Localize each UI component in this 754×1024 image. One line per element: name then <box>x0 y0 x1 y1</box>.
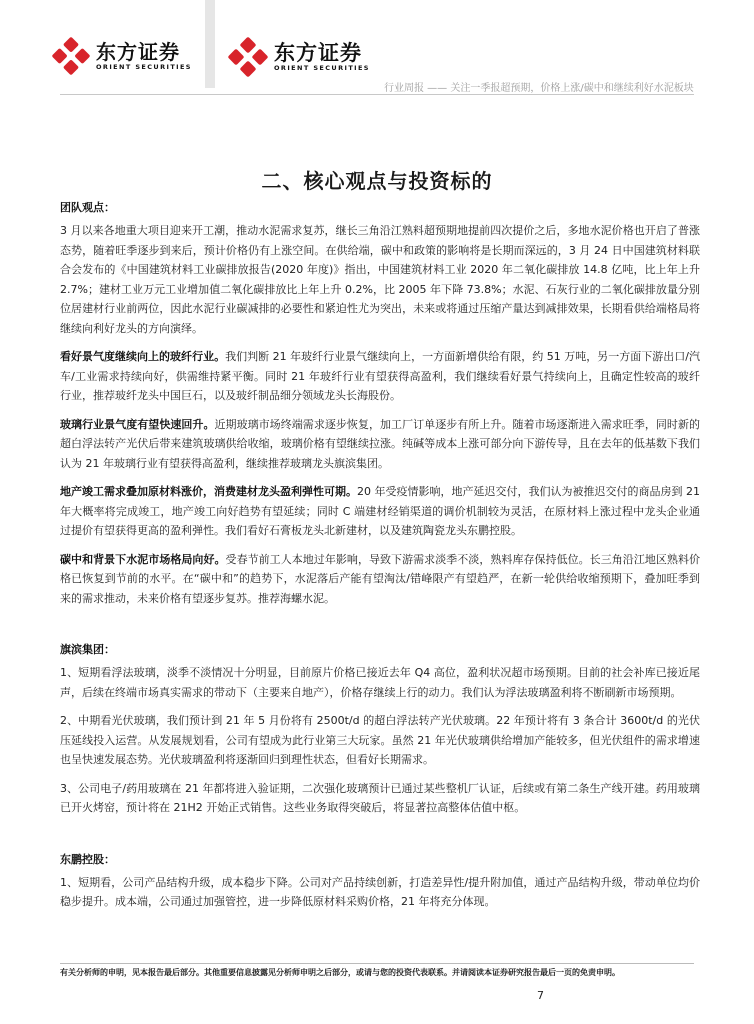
page-number: 7 <box>537 989 544 1002</box>
orient-securities-logo-icon <box>52 37 90 75</box>
section-title: 二、核心观点与投资标的 <box>261 169 493 193</box>
footer-disclaimer: 有关分析师的申明，见本报告最后部分。其他重要信息披露见分析师申明之后部分，或请与您的投资代表联系。并请阅读本证券研究报告最后一页的免责申明。 <box>60 968 620 977</box>
glass-fiber-paragraph <box>60 347 700 406</box>
logo-english-name: ORIENT SECURITIES <box>96 62 192 71</box>
paragraph-body: 我们判断 21 年玻纤行业景气继续向上，一方面新增供给有限，约 51 万吨，另一方面下游出口/汽车/工业需求持续向好，供需维持紧平衡。同时 21 年玻纤行业有望获得高盈利，我们继续看好景气持续向上，且确定性较高的玻纤行业，推荐玻纤龙头中国巨石，以及玻纤制品细分领域龙头长海股份。 <box>60 350 701 402</box>
main-content <box>60 199 700 921</box>
header-accent-bar <box>205 0 215 88</box>
dongpeng-heading: 东鹏控股： <box>60 852 115 866</box>
logo-chinese-name: 东方证券 <box>96 39 180 64</box>
qibin-point-2: 2、中期看光伏玻璃，我们预计到 21 年 5 月份将有 2500t/d 的超白浮法转产光伏玻璃。22 年预计将有 3 条合计 3600t/d 的光伏压延线投入运营。从发展规划看，公司有望成为此行业第三大玩家。虽然 21 年光伏玻璃供给增加产能较多，但光伏组件的需求增速也呈快速发展态势。光伏玻璃盈利将逐渐回归到理性状态，但看好长期需求。 <box>60 714 700 766</box>
paragraph-lead: 看好景气度继续向上的玻纤行业。 <box>60 350 226 363</box>
footer-divider <box>60 963 694 964</box>
team-view-paragraph: 3 月以来各地重大项目迎来开工潮，推动水泥需求复苏，继长三角沿江熟料超预期地提前四次提价之后，多地水泥价格也开启了普涨态势，随着旺季逐步到来后，预计价格仍有上涨空间。在供给端，碳中和政策的影响将是长期而深远的，3 月 24 日中国建筑材料联合会发布的《中国建筑材料工业碳排放报告(2020 年度)》指出，中国建筑材料工业 2020 年二氧化碳排放 14.8 亿吨，比上年上升 2.7%；建材工业万元工业增加值二氧化碳排放比上年上升 0.2%，比 2005 年下降 73.8%；水泥、石灰行业的二氧化碳排放量分别位居建材行业前两位，因此水泥行业碳减排的必要性和紧迫性尤为突出，未来或将通过压缩产量达到减排效果，长期看供给端格局将继续向利好龙头的方向演绎。 <box>60 224 700 335</box>
cement-paragraph <box>60 550 700 609</box>
paragraph-lead: 碳中和背景下水泥市场格局向好。 <box>60 552 226 566</box>
building-materials-paragraph <box>60 482 700 541</box>
logo-english-name: ORIENT SECURITIES <box>274 63 370 72</box>
paragraph-body: 20 年受疫情影响，地产延迟交付，我们认为被推迟交付的商品房到 21 年大概率将完成竣工，地产竣工向好趋势有望延续；同时 C 端建材经销渠道的调价机制较为灵活，在原材料上涨过程中龙头企业通过提价有望获得更高的盈利弹性。我们看好石膏板龙头北新建材，以及建筑陶瓷龙头东鹏控股。 <box>60 485 700 537</box>
paragraph-body: 近期玻璃市场终端需求逐步恢复，加工厂订单逐步有所上升。随着市场逐渐进入需求旺季，同时新的超白浮法转产光伏后带来建筑玻璃供给收缩，玻璃价格有望继续拉涨。纯碱等成本上涨可部分向下游传导，且在去年的低基数下我们认为 21 年玻璃行业有望获得高盈利，继续推荐玻璃龙头旗滨集团。 <box>60 417 701 470</box>
report-running-title: 行业周报 —— 关注一季报超预期，价格上涨/碳中和继续利好水泥板块 <box>384 83 694 94</box>
orient-securities-logo-icon <box>228 37 268 77</box>
qibin-heading: 旗滨集团： <box>60 643 115 656</box>
team-view-heading: 团队观点： <box>60 201 115 214</box>
logo-orient-securities <box>52 37 192 75</box>
logo-chinese-name: 东方证券 <box>274 40 362 65</box>
paragraph-lead: 玻璃行业景气度有望快速回升。 <box>60 417 215 431</box>
page-header <box>0 0 754 105</box>
glass-paragraph <box>60 415 700 474</box>
qibin-point-1: 1、短期看浮法玻璃，淡季不淡情况十分明显，目前原片价格已接近去年 Q4 高位，盈利状况超市场预期。目前的社会补库已接近尾声，后续在终端市场真实需求的带动下（主要来自地产），价格存继续上行的动力。我们认为浮法玻璃盈利将不断刷新市场预期。 <box>60 666 700 699</box>
logo-orient-securities-secondary <box>228 37 370 77</box>
paragraph-lead: 地产竣工需求叠加原材料涨价，消费建材龙头盈利弹性可期。 <box>60 485 357 498</box>
dongpeng-point-1: 1、短期看，公司产品结构升级，成本稳步下降。公司对产品持续创新，打造差异性/提升附加值，通过产品结构升级，带动单位均价稳步提升。成本端，公司通过加强管控，进一步降低原材料采购价格，21 年将充分体现。 <box>60 875 700 908</box>
qibin-point-3: 3、公司电子/药用玻璃在 21 年都将进入验证期，二次强化玻璃预计已通过某些整机厂认证，后续或有第二条生产线开建。药用玻璃已开火烤窑，预计将在 21H2 开始正式销售。这些业务取得突破后，将显著拉高整体估值中枢。 <box>60 781 700 814</box>
header-divider <box>60 94 694 95</box>
paragraph-body: 受春节前工人本地过年影响，导致下游需求淡季不淡，熟料库存保持低位。长三角沿江地区熟料价格已恢复到节前的水平。在“碳中和”的趋势下，水泥落后产能有望淘汰/错峰限产有望趋严，在新一轮供给收缩预期下，叠加旺季到来的需求推动，未来价格有望逐步复苏。推荐海螺水泥。 <box>60 552 701 605</box>
